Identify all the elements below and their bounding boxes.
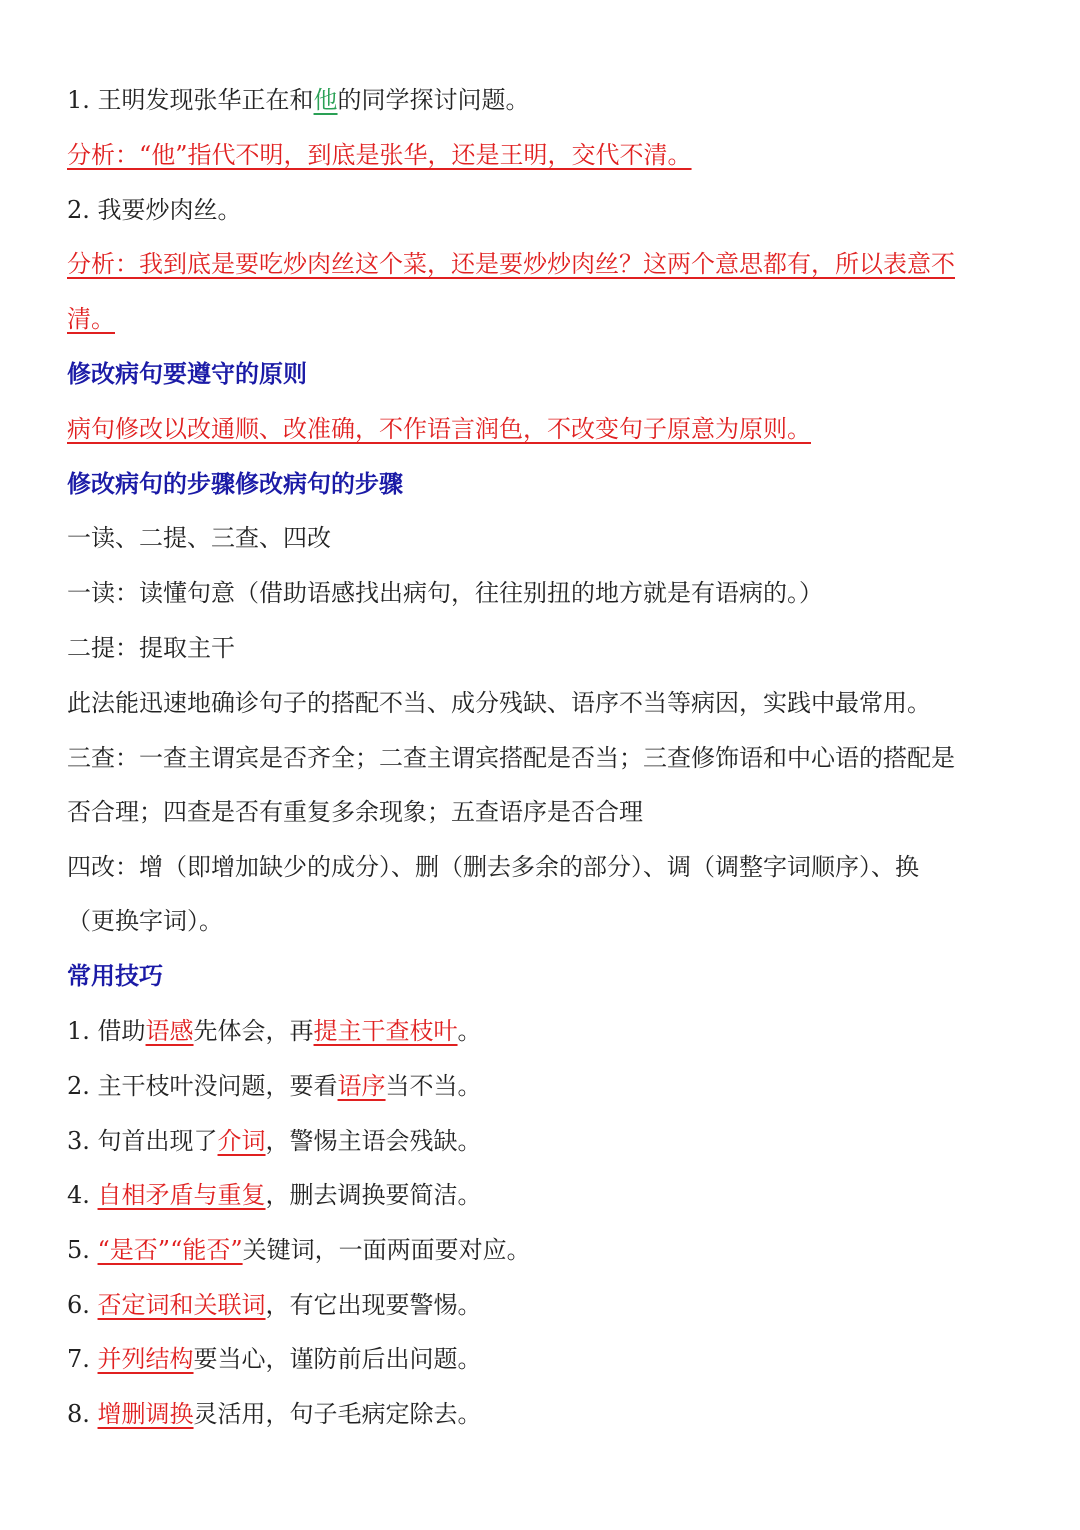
tip-text: 8. — [67, 1400, 98, 1428]
example-2: 2. 我要炒肉丝。 — [67, 196, 242, 224]
tip-text: 当不当。 — [385, 1072, 482, 1100]
step-read: 一读：读懂句意（借助语感找出病句，往往别扭的地方就是有语病的。） — [67, 579, 823, 607]
tip-keyword: 提主干查枝叶 — [313, 1017, 458, 1045]
tip-keyword: 并列结构 — [97, 1345, 194, 1373]
tip-text: ，有它出现要警惕。 — [265, 1291, 482, 1319]
example-2-analysis-line2: 清。 — [67, 305, 115, 333]
steps-heading: 修改病句的步骤修改病句的步骤 — [67, 470, 403, 498]
tip-text: ，删去调换要简洁。 — [265, 1181, 482, 1209]
tip-item — [67, 1123, 482, 1159]
principle-heading: 修改病句要遵守的原则 — [67, 360, 307, 388]
tip-item — [67, 1341, 482, 1377]
step-extract-note: 此法能迅速地确诊句子的搭配不当、成分残缺、语序不当等病因，实践中最常用。 — [67, 689, 931, 717]
tip-text: 3. 句首出现了 — [67, 1127, 218, 1155]
tip-text: 1. 借助 — [67, 1017, 146, 1045]
tip-text: 灵活用，句子毛病定除去。 — [193, 1400, 482, 1428]
tip-text: 先体会，再 — [193, 1017, 314, 1045]
tip-keyword: “是否”“能否” — [97, 1236, 243, 1264]
tip-item — [67, 1068, 482, 1104]
tip-item — [67, 1013, 482, 1049]
step-extract: 二提：提取主干 — [67, 634, 235, 662]
principle-text: 病句修改以改通顺、改准确，不作语言润色，不改变句子原意为原则。 — [67, 415, 811, 443]
tip-keyword: 自相矛盾与重复 — [97, 1181, 266, 1209]
step-check-line2: 否合理；四查是否有重复多余现象；五查语序是否合理 — [67, 798, 643, 826]
tip-keyword: 增删调换 — [97, 1400, 194, 1428]
tip-text: ，警惕主语会残缺。 — [265, 1127, 482, 1155]
tip-text: 4. — [67, 1181, 98, 1209]
tip-text: 6. — [67, 1291, 98, 1319]
steps-overview: 一读、二提、三查、四改 — [67, 524, 331, 552]
tip-text: 。 — [457, 1017, 482, 1045]
tip-item — [67, 1177, 482, 1213]
tip-text: 7. — [67, 1345, 98, 1373]
step-fix-line1: 四改：增（即增加缺少的成分）、删（删去多余的部分）、调（调整字词顺序）、换 — [67, 853, 919, 881]
example-1-post: 的同学探讨问题。 — [337, 86, 530, 114]
tip-keyword: 语序 — [337, 1072, 386, 1100]
step-fix-line2: （更换字词）。 — [67, 907, 223, 935]
tip-text: 关键词，一面两面要对应。 — [242, 1236, 531, 1264]
tip-item — [67, 1287, 482, 1323]
example-1-pronoun: 他 — [313, 86, 338, 114]
tip-keyword: 语感 — [145, 1017, 194, 1045]
tips-heading: 常用技巧 — [67, 962, 163, 990]
tip-text: 2. 主干枝叶没问题，要看 — [67, 1072, 338, 1100]
example-1 — [67, 82, 530, 118]
tip-item — [67, 1232, 531, 1268]
step-check-line1: 三查：一查主谓宾是否齐全；二查主谓宾搭配是否当；三查修饰语和中心语的搭配是 — [67, 744, 955, 772]
tip-keyword: 介词 — [217, 1127, 266, 1155]
example-1-analysis: 分析：“他”指代不明，到底是张华，还是王明，交代不清。 — [67, 141, 692, 169]
tip-text: 要当心，谨防前后出问题。 — [193, 1345, 482, 1373]
tip-text: 5. — [67, 1236, 98, 1264]
tip-keyword: 否定词和关联词 — [97, 1291, 266, 1319]
example-2-analysis-line1: 分析：我到底是要吃炒肉丝这个菜，还是要炒炒肉丝？这两个意思都有，所以表意不 — [67, 250, 955, 278]
tip-item — [67, 1396, 482, 1432]
example-1-pre: 1. 王明发现张华正在和 — [67, 86, 314, 114]
